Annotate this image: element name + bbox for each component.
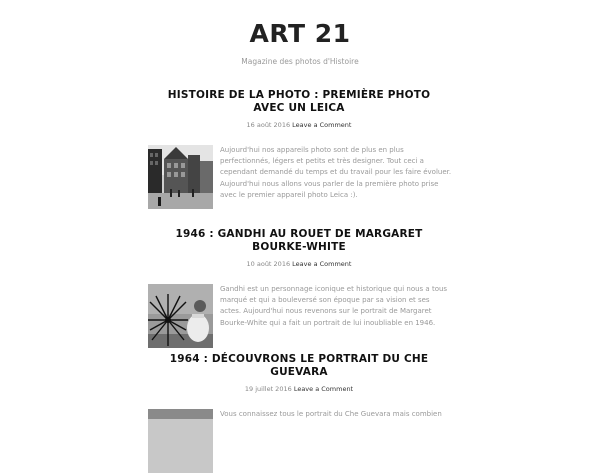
post-excerpt: Gandhi est un personnage iconique et historique qui nous a tous marqué et qui a bouleversé son époque par sa vision et ses actes. Aujourd'hui nous revenons sur le portrait de Margaret Bourke-White qui a fait un portrait de lui inoubliable en 1946.: [220, 285, 448, 327]
site-title[interactable]: ART 21: [249, 19, 351, 48]
street-photo-image: [148, 145, 213, 209]
site-header: [0, 0, 600, 66]
leave-comment-link[interactable]: Leave a Comment: [292, 260, 352, 268]
spinning-wheel-photo-image: [148, 284, 213, 348]
post-meta: [148, 121, 450, 129]
post-meta: [148, 260, 450, 268]
post-meta: [148, 385, 450, 393]
post-date[interactable]: 19 juillet 2016: [244, 385, 292, 393]
post-title[interactable]: HISTOIRE DE LA PHOTO : PREMIÈRE PHOTO AVEC UN LEICA: [167, 89, 431, 114]
post-excerpt: Vous connaissez tous le portrait du Che Guevara mais combien: [220, 410, 442, 418]
post-gandhi: [148, 228, 450, 344]
site-tagline: Magazine des photos d'Histoire: [241, 57, 359, 66]
post-body: [148, 284, 450, 344]
post-title[interactable]: 1964 : DÉCOUVRONS LE PORTRAIT DU CHE GUEVARA: [169, 353, 429, 378]
post-body: [148, 145, 450, 205]
leave-comment-link[interactable]: Leave a Comment: [292, 121, 352, 129]
post-title[interactable]: 1946 : GANDHI AU ROUET DE MARGARET BOURKE-WHITE: [175, 228, 423, 253]
leave-comment-link[interactable]: Leave a Comment: [293, 385, 354, 393]
post-thumbnail[interactable]: [148, 145, 213, 209]
post-che-guevara: [148, 353, 450, 469]
post-thumbnail[interactable]: [148, 284, 213, 348]
post-thumbnail[interactable]: [148, 409, 213, 473]
portrait-photo-image: [148, 409, 213, 473]
post-date[interactable]: 16 août 2016: [246, 121, 291, 129]
post-body: [148, 409, 450, 469]
post-date[interactable]: 10 août 2016: [246, 260, 291, 268]
post-leica: [148, 89, 450, 205]
post-excerpt: Aujourd'hui nos appareils photo sont de plus en plus perfectionnés, légers et petits et très designer. Tout ceci a cependant demandé du temps et du travail pour les faire évoluer. Aujourd'hui nous allons vous parler de la première photo prise avec le premier appareil photo Leica :).: [220, 146, 452, 199]
